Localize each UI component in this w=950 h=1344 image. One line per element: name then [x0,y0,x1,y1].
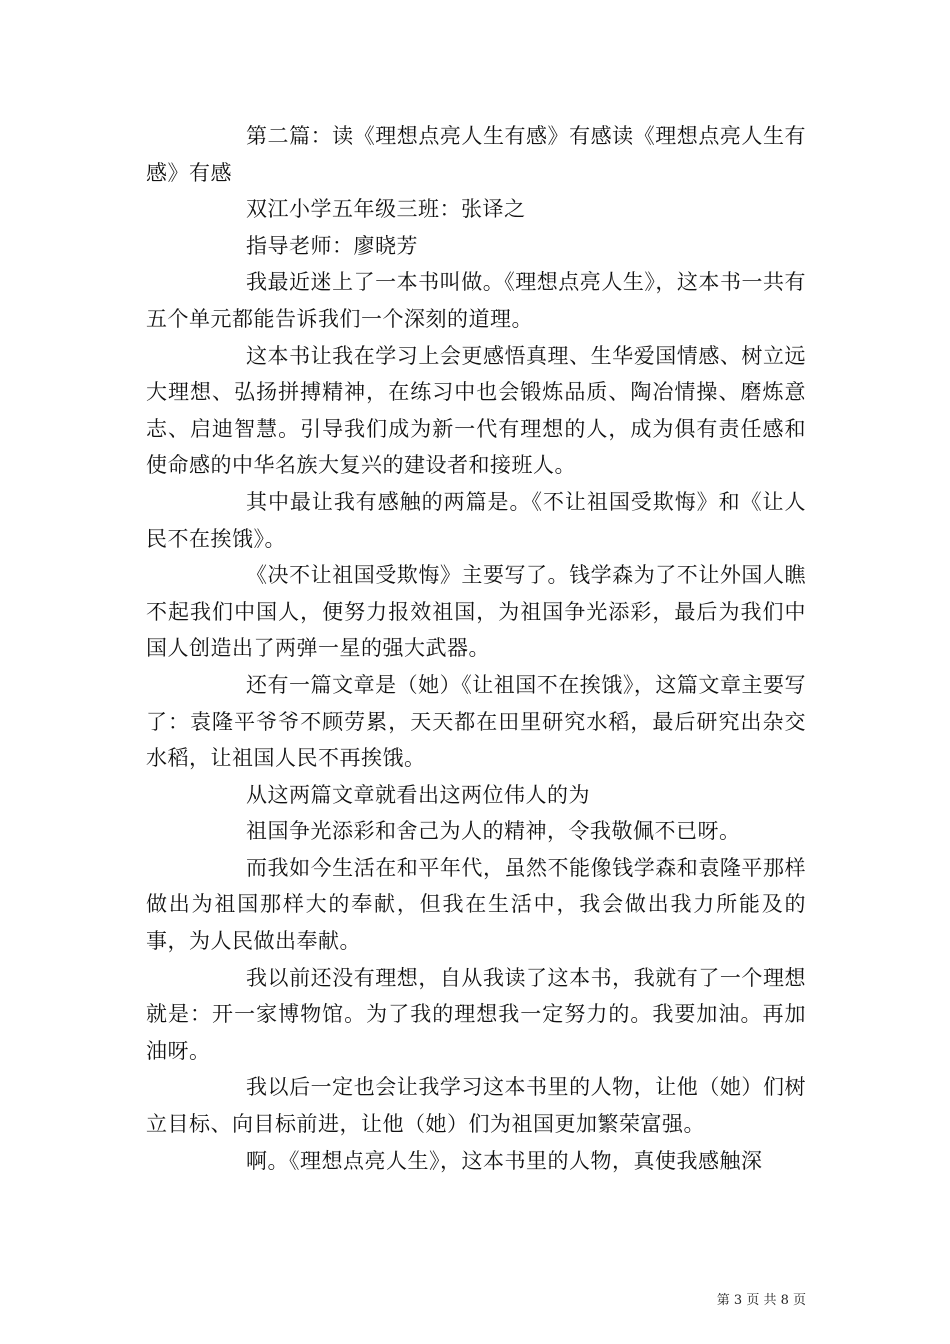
paragraph: 而我如今生活在和平年代，虽然不能像钱学森和袁隆平那样做出为祖国那样大的奉献，但我在生活中，我会做出我力所能及的事，为人民做出奉献。 [146,855,806,954]
paragraph: 其中最让我有感触的两篇是。《不让祖国受欺悔》和《让人民不在挨饿》。 [146,489,806,551]
paragraph: 还有一篇文章是（她）《让祖国不在挨饿》，这篇文章主要写了：袁隆平爷爷不顾劳累，天天都在田里研究水稻，最后研究出杂交水稻，让祖国人民不再挨饿。 [146,672,806,771]
paragraph: 这本书让我在学习上会更感悟真理、生华爱国情感、树立远大理想、弘扬拼搏精神，在练习中也会锻炼品质、陶冶情操、磨炼意志、启迪智慧。引导我们成为新一代有理想的人，成为俱有责任感和使命感的中华名族大复兴的建设者和接班人。 [146,343,806,478]
paragraph-teacher: 指导老师：廖晓芳 [246,233,418,258]
paragraph: 我最近迷上了一本书叫做。《理想点亮人生》，这本书一共有五个单元都能告诉我们一个深刻的道理。 [146,270,806,331]
paragraph: 我以前还没有理想，自从我读了这本书，我就有了一个理想就是：开一家博物馆。为了我的理想我一定努力的。我要加油。再加油呀。 [146,965,806,1063]
paragraph: 我以后一定也会让我学习这本书里的人物，让他（她）们树立目标、向目标前进，让他（她）们为祖国更加繁荣富强。 [146,1075,806,1137]
paragraph: 从这两篇文章就看出这两位伟人的为 [246,782,590,807]
paragraph-title: 第二篇：读《理想点亮人生有感》有感读《理想点亮人生有感》有感 [146,124,806,185]
paragraph-author: 双江小学五年级三班：张译之 [246,197,526,222]
paragraph: 《决不让祖国受欺悔》主要写了。钱学森为了不让外国人瞧不起我们中国人，便努力报效祖国，为祖国争光添彩，最后为我们中国人创造出了两弹一星的强大武器。 [146,563,806,661]
paragraph: 啊。《理想点亮人生》，这本书里的人物，真使我感触深 [246,1148,763,1173]
document-body [146,118,806,1179]
page-number-footer: 第 3 页 共 8 页 [716,1293,806,1308]
paragraph: 祖国争光添彩和舍己为人的精神，令我敬佩不已呀。 [246,819,741,844]
